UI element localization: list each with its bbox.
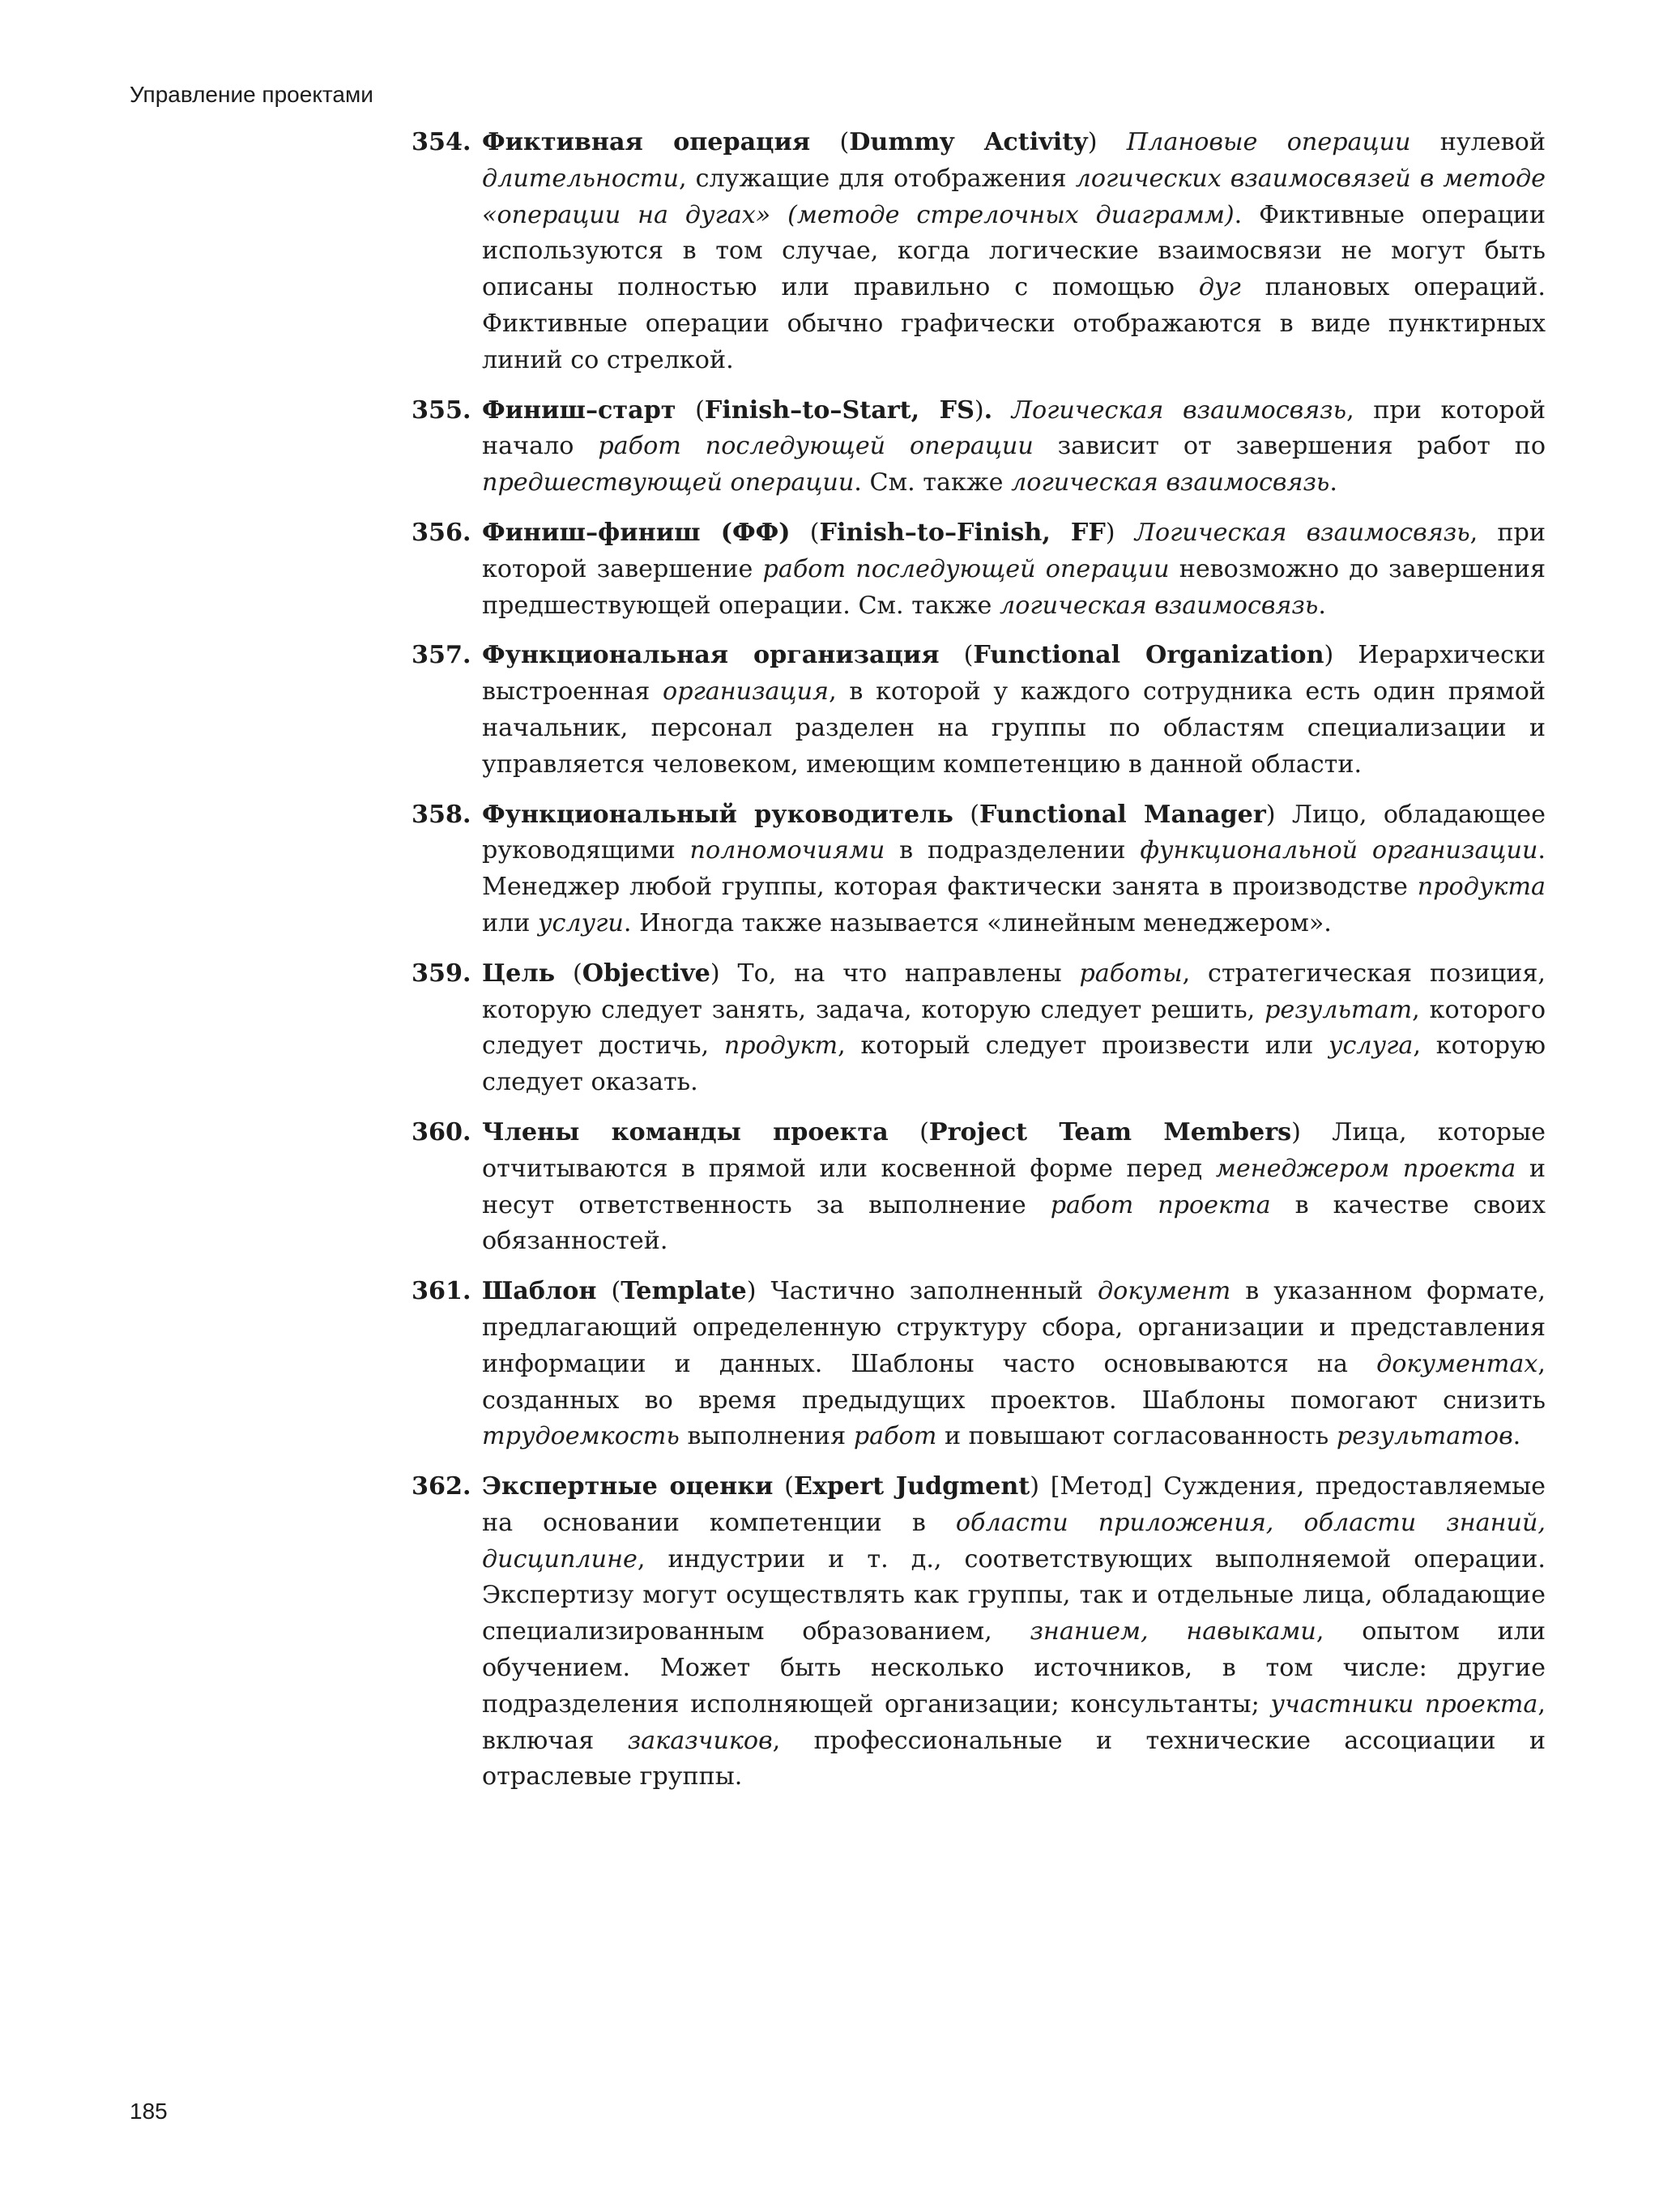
definition-text: , созданных во время предыдущих проектов. Шаблоны помогают снизить [482,1349,1546,1415]
definition-text: в качестве своих обязанностей. [482,1190,1546,1256]
definition-text: выполнения [679,1422,854,1451]
definition-text: . [1512,1422,1521,1451]
entry-number: 355. [412,395,471,425]
definition-text: , служащие для отображения [678,164,1076,193]
definition-italic-term: области приложения, области знаний, дисциплине [482,1508,1546,1574]
definition-text: плановых операций. Фиктивные операции обычно графически отображаются в виде пунктирных линий со стрелкой. [482,273,1546,374]
definition-text [1098,128,1127,156]
entry-english-term: Project Team Members [928,1117,1292,1147]
entry-term: Экспертные оценки [482,1472,774,1501]
definition-italic-term: логическая взаимосвязь [1011,468,1330,497]
definition-text: [Метод] Суждения, предоставляемые на основании компетенции в [482,1472,1546,1537]
entry-definition [482,1472,1546,1791]
definition-text: . Менеджер любой группы, которая фактически занята в производстве [482,836,1546,902]
entry-term: Члены команды проекта [482,1117,889,1147]
definition-italic-term: продукт [723,1031,838,1061]
glossary-entry: 361. Шаблон (Template) Частично заполненный документ в указанном формате, предлагающий определенную структуру сбора, организации и представления информации и данных. Шаблоны часто основываются на документах, созданных во время предыдущих проектов. Шаблоны помогают снизить трудоемкость выполнения работ и повышают согласованность результатов. [412,1274,1546,1455]
glossary-list [412,125,1546,1809]
definition-text: в указанном формате, предлагающий определенную структуру сбора, организации и представления информации и данных. Шаблоны часто основываются на [482,1277,1546,1378]
definition-italic-term: работ [853,1422,937,1451]
definition-text: или [482,908,539,937]
definition-text: , включая [482,1689,1546,1755]
entry-term: Финиш–старт [482,395,676,425]
definition-italic-term: длительности [482,164,679,193]
definition-text: . [1329,468,1337,497]
entry-english-term: Functional Organization [973,641,1324,670]
definition-text [1115,519,1135,547]
definition-italic-term: Логическая взаимосвязь [1134,518,1470,547]
definition-italic-term: менеджером проекта [1215,1154,1516,1183]
definition-italic-term: функциональной организации [1140,836,1538,865]
definition-text: . См. также [854,468,1012,497]
definition-italic-term: дуг [1198,273,1241,302]
glossary-entry: 358. Функциональный руководитель (Functional Manager) Лицо, обладающее руководящими полномочиями в подразделении функциональной организации. Менеджер любой группы, которая фактически занята в производстве продукта или услуги. Иногда также называется «линейным менеджером». [412,797,1546,942]
entry-english-term: Template [621,1277,747,1306]
glossary-entry: 359. Цель (Objective) То, на что направлены работы, стратегическая позиция, которую следует занять, задача, которую следует решить, результат, которого следует достичь, продукт, который следует произвести или услуга, которую следует оказать. [412,956,1546,1101]
definition-text: нулевой [1410,128,1546,156]
page-number: 185 [130,2099,168,2124]
entry-term: Финиш–финиш (ФФ) [482,518,791,547]
entry-definition [482,128,1546,374]
definition-text: . Иногда также называется «линейным менеджером». [623,908,1332,937]
definition-italic-term: Плановые операции [1126,128,1411,156]
glossary-entry: 356. Финиш–финиш (ФФ) (Finish–to–Finish, FF) Логическая взаимосвязь, при которой завершение работ последующей операции невозможно до завершения предшествующей операции. См. также логическая взаимосвязь. [412,515,1546,624]
definition-italic-term: документ [1098,1277,1231,1306]
definition-italic-term: предшествующей операции [482,468,855,497]
definition-text: Частично заполненный [756,1277,1098,1306]
definition-italic-term: услуга [1328,1031,1414,1061]
entry-term: Цель [482,959,556,988]
glossary-entry: 360. Члены команды проекта (Project Team Members) Лица, которые отчитываются в прямой или косвенной форме перед менеджером проекта и несут ответственность за выполнение работ проекта в качестве своих обязанностей. [412,1115,1546,1260]
entry-english-term: Dummy Activity [849,128,1088,156]
definition-text: , при которой завершение [482,518,1546,583]
definition-text: , которую следует оказать. [482,1031,1546,1097]
definition-text: невозможно до завершения предшествующей операции. См. также [482,554,1546,620]
definition-text [992,396,1012,425]
entry-english-term: Objective [582,959,710,988]
entry-number: 354. [412,128,471,156]
definition-italic-term: услуги [538,908,624,937]
definition-italic-term: трудоемкость [482,1422,680,1451]
definition-text: , индустрии и т. д., соответствующих выполняемой операции. Экспертизу могут осуществлять как группы, так и отдельные лица, обладающие специализированным образованием, [482,1544,1546,1646]
entry-number: 362. [412,1472,471,1501]
definition-italic-term: логическая взаимосвязь [1000,591,1319,620]
definition-text: зависит от завершения работ по [1033,432,1546,461]
definition-text: , который следует произвести или [838,1031,1328,1061]
definition-italic-term: заказчиков [627,1726,773,1755]
entry-number: 359. [412,959,471,988]
definition-italic-term: работ последующей операции [762,554,1170,583]
entry-english-term: Finish–to–Finish, FF [819,518,1106,547]
definition-italic-term: работ последующей операции [598,432,1034,461]
entry-number: 356. [412,518,471,547]
definition-text: , профессиональные и технические ассоциации и отраслевые группы. [482,1726,1546,1791]
definition-text: . [1318,591,1326,620]
definition-text: , опытом или обучением. Может быть несколько источников, в том числе: другие подразделения исполняющей организации; консультанты; [482,1617,1546,1719]
definition-text: Лицо, обладающее руководящими [482,800,1546,865]
entry-term: Функциональный руководитель [482,800,953,829]
entry-number: 358. [412,800,471,829]
definition-text: и повышают согласованность [936,1422,1337,1451]
definition-italic-term: логических взаимосвязей в методе «операции на дугах» (методе стрелочных диаграмм) [482,164,1546,229]
definition-italic-term: результатов [1336,1422,1513,1451]
definition-italic-term: документах [1376,1349,1538,1378]
definition-text: , стратегическая позиция, которую следует занять, задача, которую следует решить, [482,959,1546,1024]
entry-term: Функциональная организация [482,641,940,670]
entry-number: 361. [412,1277,471,1306]
definition-italic-term: работ проекта [1050,1190,1271,1219]
entry-number: 357. [412,641,471,670]
entry-english-term: Finish–to–Start, FS [704,395,975,425]
definition-text: , которого следует достичь, [482,995,1546,1061]
entry-number: 360. [412,1117,471,1147]
definition-text: , в которой у каждого сотрудника есть один прямой начальник, персонал разделен на группы по областям специализации и управляется человеком, имеющим компетенцию в данной области. [482,677,1546,779]
definition-italic-term: Логическая взаимосвязь [1011,395,1347,425]
glossary-entry: 354. Фиктивная операция (Dummy Activity) Плановые операции нулевой длительности, служащие для отображения логических взаимосвязей в методе «операции на дугах» (методе стрелочных диаграмм). Фиктивные операции используются в том случае, когда логические взаимосвязи не могут быть описаны полностью или правильно с помощью дуг плановых операций. Фиктивные операции обычно графически отображаются в виде пунктирных линий со стрелкой. [412,125,1546,379]
definition-text: в подразделении [885,836,1141,865]
entry-english-term: Expert Judgment [793,1472,1030,1501]
definition-text: Лица, которые отчитываются в прямой или косвенной форме перед [482,1117,1546,1183]
entry-term: Шаблон [482,1277,597,1306]
entry-english-term: Functional Manager [979,800,1266,829]
definition-text: . Фиктивные операции используются в том случае, когда логические взаимосвязи не могут быть описаны полностью или правильно с помощью [482,200,1546,302]
glossary-entry: 355. Финиш–старт (Finish–to–Start, FS). Логическая взаимосвязь, при которой начало работ последующей операции зависит от завершения работ по предшествующей операции. См. также логическая взаимосвязь. [412,393,1546,502]
definition-text: Иерархически выстроенная [482,641,1546,707]
glossary-entry: 362. Экспертные оценки (Expert Judgment) [Метод] Суждения, предоставляемые на основании компетенции в области приложения, области знаний, дисциплине, индустрии и т. д., соответствующих выполняемой операции. Экспертизу могут осуществлять как группы, так и отдельные лица, обладающие специализированным образованием, знанием, навыками, опытом или обучением. Может быть несколько источников, в том числе: другие подразделения исполняющей организации; консультанты; участники проекта, включая заказчиков, профессиональные и технические ассоциации и отраслевые группы. [412,1469,1546,1796]
running-head: Управление проектами [130,82,373,107]
entry-term: Фиктивная операция [482,128,811,156]
definition-italic-term: организация [663,677,830,707]
entry-term-punct: . [983,395,993,425]
definition-italic-term: полномочиями [689,836,885,865]
definition-italic-term: результат [1265,995,1413,1024]
definition-italic-term: работы [1079,959,1183,988]
definition-italic-term: продукта [1417,873,1546,902]
definition-italic-term: участники проекта [1270,1689,1538,1719]
glossary-entry: 357. Функциональная организация (Functional Organization) Иерархически выстроенная организация, в которой у каждого сотрудника есть один прямой начальник, персонал разделен на группы по областям специализации и управляется человеком, имеющим компетенцию в данной области. [412,638,1546,783]
definition-text: и несут ответственность за выполнение [482,1154,1546,1219]
definition-text: , при которой начало [482,395,1546,461]
definition-text: То, на что направлены [719,959,1080,988]
definition-italic-term: знанием, навыками [1030,1617,1316,1646]
